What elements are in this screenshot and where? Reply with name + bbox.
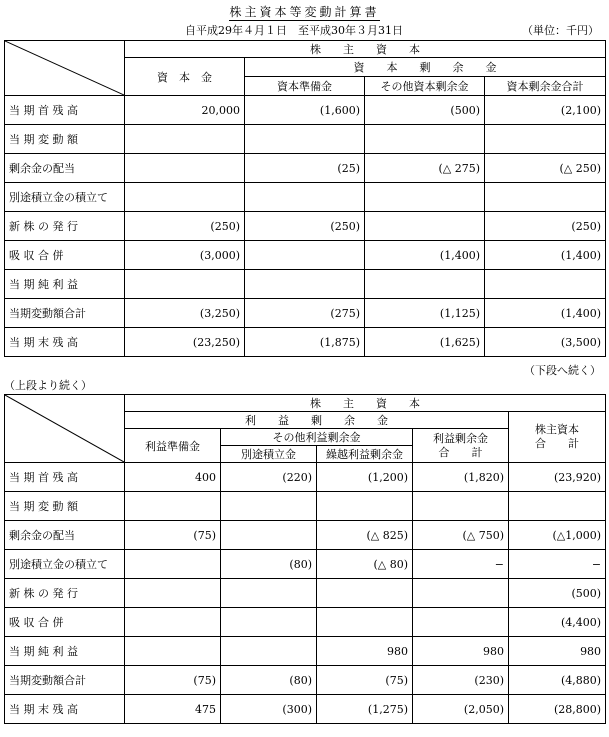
- value-cell: [125, 550, 221, 579]
- value-cell: [413, 579, 509, 608]
- row-label: 別途積立金の積立て: [5, 550, 125, 579]
- value-cell: (1,400): [485, 241, 606, 270]
- value-cell: 400: [125, 463, 221, 492]
- row-label: 当期変動額合計: [5, 666, 125, 695]
- header-capital: 資 本 金: [125, 58, 245, 96]
- row-label: 当 期 首 残 高: [5, 96, 125, 125]
- value-cell: (250): [485, 212, 606, 241]
- table-row: [5, 637, 606, 666]
- value-cell: (28,800): [509, 695, 606, 724]
- table-row: [5, 270, 606, 299]
- value-cell: (1,275): [317, 695, 413, 724]
- table-row: [5, 579, 606, 608]
- header-carried-forward: 繰越利益剰余金: [317, 446, 413, 463]
- unit-label: （単位：千円）: [522, 24, 599, 37]
- value-cell: (75): [125, 666, 221, 695]
- value-cell: (23,250): [125, 328, 245, 357]
- value-cell: [125, 608, 221, 637]
- value-cell: (25): [245, 154, 365, 183]
- value-cell: [365, 125, 485, 154]
- value-cell: (75): [125, 521, 221, 550]
- value-cell: [245, 183, 365, 212]
- row-label: 当 期 末 残 高: [5, 328, 125, 357]
- value-cell: [125, 579, 221, 608]
- header-equity-total: 株主資本 合 計: [509, 412, 606, 463]
- table-row: [5, 608, 606, 637]
- fiscal-period: 自平成29年４月１日 至平成30年３月31日: [185, 24, 403, 37]
- row-label: 当 期 末 残 高: [5, 695, 125, 724]
- value-cell: (1,125): [365, 299, 485, 328]
- continued-from-note: （上段より続く）: [4, 379, 92, 392]
- table-row: [5, 125, 606, 154]
- table-row: [5, 550, 606, 579]
- value-cell: [125, 125, 245, 154]
- table-row: [5, 299, 606, 328]
- value-cell: (1,820): [413, 463, 509, 492]
- header-shareholders-equity: 株 主 資 本: [125, 41, 606, 58]
- row-label: 剰余金の配当: [5, 521, 125, 550]
- value-cell: (80): [221, 550, 317, 579]
- value-cell: [125, 637, 221, 666]
- value-cell: 20,000: [125, 96, 245, 125]
- value-cell: [317, 579, 413, 608]
- table-row: [5, 212, 606, 241]
- value-cell: (△ 80): [317, 550, 413, 579]
- value-cell: [485, 270, 606, 299]
- table-row: [5, 96, 606, 125]
- value-cell: (△ 750): [413, 521, 509, 550]
- value-cell: [413, 608, 509, 637]
- row-label: 当期変動額合計: [5, 299, 125, 328]
- table-row: [5, 328, 606, 357]
- value-cell: [317, 492, 413, 521]
- row-label: 当 期 純 利 益: [5, 270, 125, 299]
- table-row: [5, 492, 606, 521]
- value-cell: [365, 270, 485, 299]
- value-cell: [221, 608, 317, 637]
- value-cell: (220): [221, 463, 317, 492]
- value-cell: [125, 154, 245, 183]
- header-general-reserve: 別途積立金: [221, 446, 317, 463]
- value-cell: (300): [221, 695, 317, 724]
- value-cell: [245, 270, 365, 299]
- bottom-equity-table: [4, 394, 606, 724]
- value-cell: [317, 608, 413, 637]
- value-cell: [485, 183, 606, 212]
- row-label: 当 期 首 残 高: [5, 463, 125, 492]
- table-row: [5, 463, 606, 492]
- value-cell: [221, 637, 317, 666]
- header-shareholders-equity: 株 主 資 本: [125, 395, 606, 412]
- value-cell: (3,250): [125, 299, 245, 328]
- value-cell: [365, 183, 485, 212]
- value-cell: (2,100): [485, 96, 606, 125]
- diagonal-header-cell: [5, 41, 125, 96]
- table-row: [5, 695, 606, 724]
- table-row: [5, 154, 606, 183]
- value-cell: (1,875): [245, 328, 365, 357]
- value-cell: (4,880): [509, 666, 606, 695]
- value-cell: (3,000): [125, 241, 245, 270]
- table-row: [5, 183, 606, 212]
- value-cell: [413, 492, 509, 521]
- value-cell: 980: [413, 637, 509, 666]
- row-label: 剰余金の配当: [5, 154, 125, 183]
- value-cell: (△ 275): [365, 154, 485, 183]
- header-retained-total: 利益剰余金 合 計: [413, 429, 509, 463]
- value-cell: −: [413, 550, 509, 579]
- value-cell: [365, 212, 485, 241]
- value-cell: (500): [365, 96, 485, 125]
- value-cell: [509, 492, 606, 521]
- value-cell: (△ 825): [317, 521, 413, 550]
- value-cell: (1,625): [365, 328, 485, 357]
- value-cell: [485, 125, 606, 154]
- value-cell: (250): [245, 212, 365, 241]
- value-cell: [125, 183, 245, 212]
- row-label: 当 期 変 動 額: [5, 492, 125, 521]
- value-cell: (230): [413, 666, 509, 695]
- value-cell: (3,500): [485, 328, 606, 357]
- value-cell: (1,400): [365, 241, 485, 270]
- value-cell: (1,600): [245, 96, 365, 125]
- value-cell: (△ 250): [485, 154, 606, 183]
- value-cell: (80): [221, 666, 317, 695]
- value-cell: [125, 492, 221, 521]
- table-row: [5, 241, 606, 270]
- value-cell: [221, 579, 317, 608]
- value-cell: (75): [317, 666, 413, 695]
- value-cell: 980: [317, 637, 413, 666]
- value-cell: (275): [245, 299, 365, 328]
- table-row: [5, 666, 606, 695]
- row-label: 吸 収 合 併: [5, 241, 125, 270]
- row-label: 当 期 純 利 益: [5, 637, 125, 666]
- header-capital-surplus: 資 本 剰 余 金: [245, 58, 606, 77]
- row-label: 吸 収 合 併: [5, 608, 125, 637]
- row-label: 別途積立金の積立て: [5, 183, 125, 212]
- value-cell: (1,200): [317, 463, 413, 492]
- row-label: 当 期 変 動 額: [5, 125, 125, 154]
- top-equity-table: [4, 40, 606, 357]
- table-row: [5, 521, 606, 550]
- header-other-capital-surplus: その他資本剰余金: [365, 77, 485, 96]
- value-cell: (23,920): [509, 463, 606, 492]
- value-cell: (△1,000): [509, 521, 606, 550]
- value-cell: [245, 125, 365, 154]
- header-retained-earnings: 利 益 剰 余 金: [125, 412, 509, 429]
- value-cell: 475: [125, 695, 221, 724]
- value-cell: (4,400): [509, 608, 606, 637]
- document-title: 株主資本等変動計算書: [229, 5, 380, 19]
- value-cell: (500): [509, 579, 606, 608]
- value-cell: (1,400): [485, 299, 606, 328]
- header-capital-reserve: 資本準備金: [245, 77, 365, 96]
- header-capital-surplus-total: 資本剰余金合計: [485, 77, 606, 96]
- value-cell: 980: [509, 637, 606, 666]
- value-cell: [125, 270, 245, 299]
- value-cell: (250): [125, 212, 245, 241]
- value-cell: −: [509, 550, 606, 579]
- header-legal-reserve: 利益準備金: [125, 429, 221, 463]
- value-cell: (2,050): [413, 695, 509, 724]
- row-label: 新 株 の 発 行: [5, 212, 125, 241]
- row-label: 新 株 の 発 行: [5, 579, 125, 608]
- continued-down-note: （下段へ続く）: [524, 364, 601, 377]
- value-cell: [221, 492, 317, 521]
- header-other-retained: その他利益剰余金: [221, 429, 413, 446]
- value-cell: [221, 521, 317, 550]
- diagonal-header-cell: [5, 395, 125, 463]
- value-cell: [245, 241, 365, 270]
